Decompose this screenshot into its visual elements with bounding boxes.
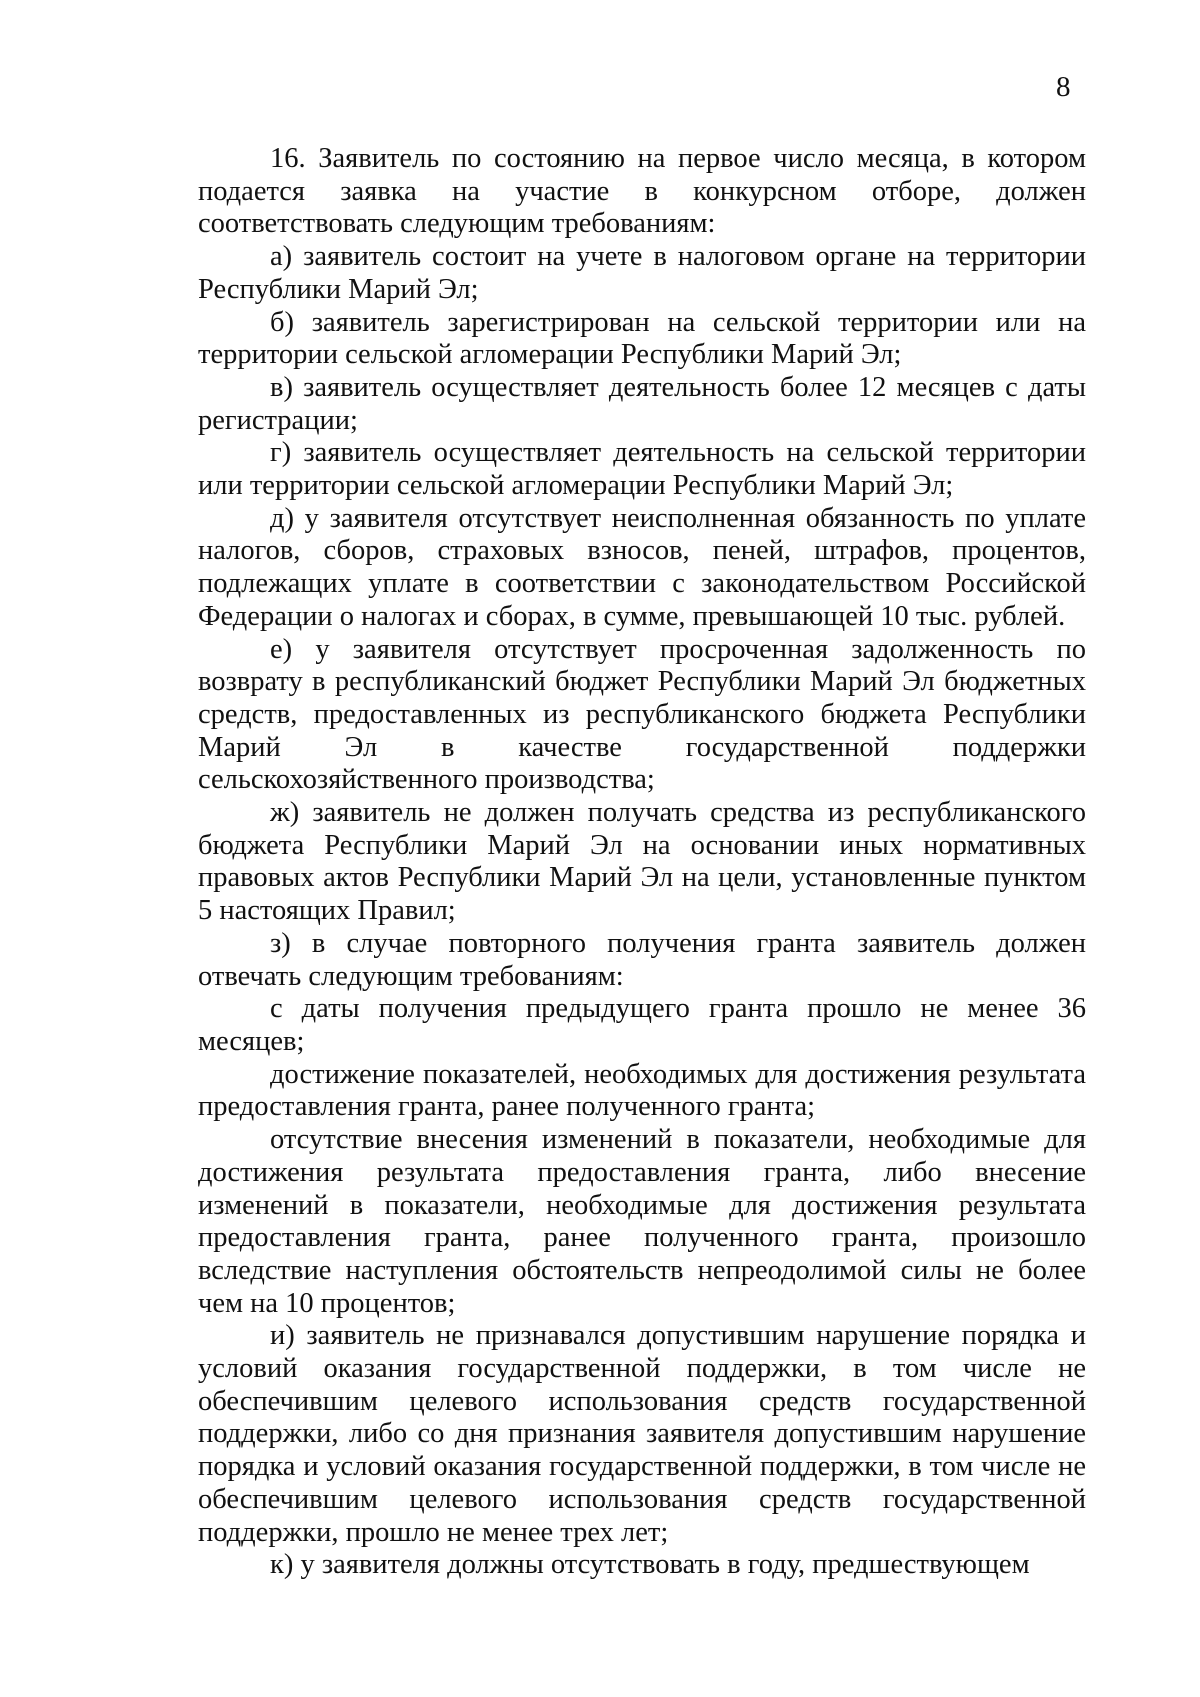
document-body bbox=[198, 143, 1086, 1582]
paragraph-item-b: б) заявитель зарегистрирован на сельской территории или на территории сельской агломерации Республики Марий Эл; bbox=[198, 306, 1086, 371]
paragraph-subitem-changes: отсутствие внесения изменений в показатели, необходимые для достижения результата предоставления гранта, либо внесение изменений в показатели, необходимые для достижения результата предоставления гранта, ранее полученного гранта, произошло вследствие наступления обстоятельств непреодолимой силы не более чем на 10 процентов; bbox=[198, 1124, 1086, 1319]
paragraph-item-k: к) у заявителя должны отсутствовать в году, предшествующем bbox=[270, 1549, 1030, 1581]
page-number: 8 bbox=[1056, 71, 1071, 103]
paragraph-item-d: д) у заявителя отсутствует неисполненная обязанность по уплате налогов, сборов, страховых взносов, пеней, штрафов, процентов, подлежащих уплате в соответствии с законодательством Российской Федерации о налогах и сборах, в сумме, превышающей 10 тыс. рублей. bbox=[198, 502, 1086, 632]
paragraph-item-e: е) у заявителя отсутствует просроченная задолженность по возврату в республиканский бюджет Республики Марий Эл бюджетных средств, предоставленных из республиканского бюджета Республики Марий Эл в качестве государственной поддержки сельскохозяйственного производства; bbox=[198, 633, 1086, 796]
paragraph-item-g: г) заявитель осуществляет деятельность на сельской территории или территории сельской агломерации Республики Марий Эл; bbox=[198, 437, 1086, 502]
paragraph-item-16: 16. Заявитель по состоянию на первое число месяца, в котором подается заявка на участие в конкурсном отборе, должен соответствовать следующим требованиям: bbox=[198, 143, 1086, 240]
paragraph-subitem-36-months: с даты получения предыдущего гранта прошло не менее 36 месяцев; bbox=[198, 993, 1086, 1057]
paragraph-item-a: а) заявитель состоит на учете в налоговом органе на территории Республики Марий Эл; bbox=[198, 241, 1086, 305]
paragraph-subitem-indicators: достижение показателей, необходимых для достижения результата предоставления гранта, ранее полученного гранта; bbox=[198, 1058, 1086, 1123]
paragraph-item-i: и) заявитель не признавался допустившим нарушение порядка и условий оказания государственной поддержки, в том числе не обеспечившим целевого использования средств государственной поддержки, либо со дня признания заявителя допустившим нарушение порядка и условий оказания государственной поддержки, в том числе не обеспечившим целевого использования средств государственной поддержки, прошло не менее трех лет; bbox=[198, 1320, 1086, 1548]
paragraph-item-zh: ж) заявитель не должен получать средства из республиканского бюджета Республики Марий Эл на основании иных нормативных правовых актов Республики Марий Эл на цели, установленные пунктом 5 настоящих Правил; bbox=[198, 797, 1086, 927]
paragraph-item-z: з) в случае повторного получения гранта заявитель должен отвечать следующим требованиям: bbox=[198, 927, 1086, 992]
paragraph-item-v: в) заявитель осуществляет деятельность более 12 месяцев с даты регистрации; bbox=[198, 371, 1086, 436]
